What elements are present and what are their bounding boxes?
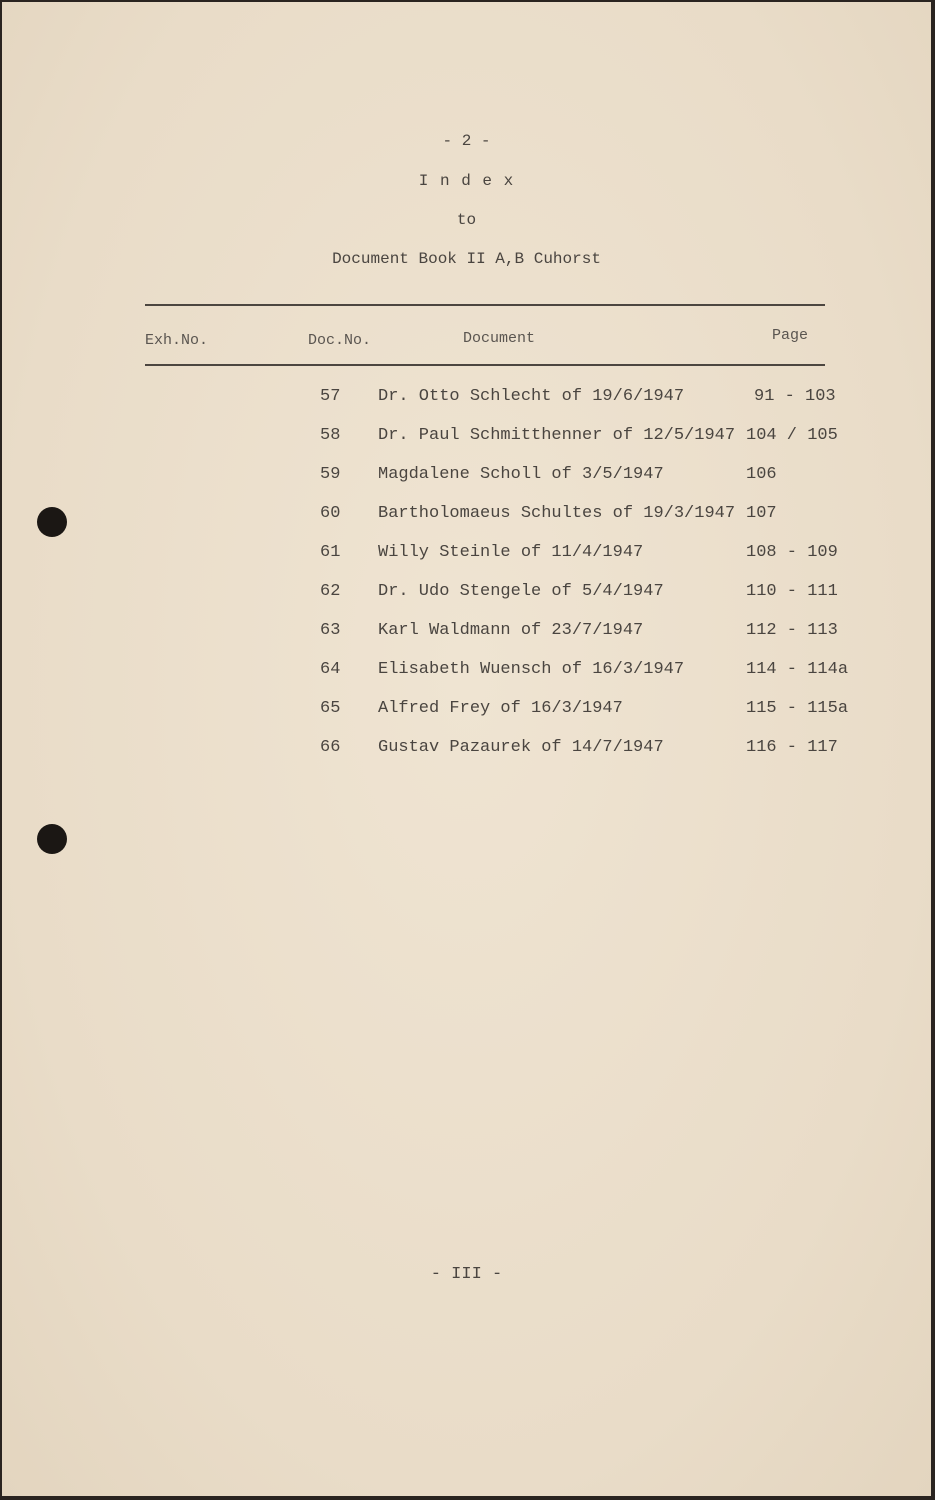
page-cell: 116 - 117: [746, 738, 838, 757]
page-cell: 104 / 105: [746, 426, 838, 445]
document-cell: Elisabeth Wuensch of 16/3/1947: [378, 660, 685, 679]
page-cell: 106: [746, 465, 777, 484]
table-row: [2, 699, 931, 723]
table-row: [2, 660, 931, 684]
document-cell: Dr. Paul Schmitthenner of 12/5/1947: [378, 426, 736, 445]
column-header-document: Document: [463, 330, 536, 347]
document-cell: Karl Waldmann of 23/7/1947: [378, 621, 644, 640]
table-row: [2, 582, 931, 606]
page-cell: 108 - 109: [746, 543, 838, 562]
doc-no-cell: 58: [320, 426, 341, 445]
table-header-rule: [145, 364, 825, 366]
page-cell: 115 - 115a: [746, 699, 849, 718]
doc-no-cell: 57: [320, 387, 341, 406]
page-number-marker: - 2 -: [442, 132, 491, 150]
table-row: [2, 465, 931, 489]
column-header-exh-no: Exh.No.: [145, 332, 209, 349]
table-row: [2, 621, 931, 645]
document-book-subtitle: Document Book II A,B Cuhorst: [332, 250, 601, 268]
footer-page-marker: - III -: [430, 1265, 503, 1284]
table-row: [2, 543, 931, 567]
table-row: [2, 504, 931, 528]
table-row: [2, 426, 931, 450]
column-header-page: Page: [772, 327, 809, 344]
punch-hole-icon: [37, 507, 67, 537]
doc-no-cell: 60: [320, 504, 341, 523]
index-heading: I n d e x: [418, 172, 515, 190]
document-cell: Dr. Otto Schlecht of 19/6/1947: [378, 387, 685, 406]
document-cell: Bartholomaeus Schultes of 19/3/1947: [378, 504, 736, 523]
doc-no-cell: 66: [320, 738, 341, 757]
document-cell: Alfred Frey of 16/3/1947: [378, 699, 623, 718]
doc-no-cell: 64: [320, 660, 341, 679]
column-header-doc-no: Doc.No.: [308, 332, 372, 349]
doc-no-cell: 59: [320, 465, 341, 484]
document-cell: Willy Steinle of 11/4/1947: [378, 543, 644, 562]
doc-no-cell: 62: [320, 582, 341, 601]
page-cell: 107: [746, 504, 777, 523]
table-top-rule: [145, 304, 825, 306]
doc-no-cell: 65: [320, 699, 341, 718]
table-row: [2, 738, 931, 762]
page-cell: 91 - 103: [754, 387, 836, 406]
document-cell: Gustav Pazaurek of 14/7/1947: [378, 738, 664, 757]
page-cell: 112 - 113: [746, 621, 838, 640]
document-cell: Dr. Udo Stengele of 5/4/1947: [378, 582, 664, 601]
punch-hole-icon: [37, 824, 67, 854]
index-heading-to: to: [456, 211, 477, 229]
doc-no-cell: 63: [320, 621, 341, 640]
document-page: [2, 2, 931, 1496]
doc-no-cell: 61: [320, 543, 341, 562]
document-cell: Magdalene Scholl of 3/5/1947: [378, 465, 664, 484]
page-cell: 110 - 111: [746, 582, 838, 601]
page-cell: 114 - 114a: [746, 660, 849, 679]
table-row: [2, 387, 931, 411]
